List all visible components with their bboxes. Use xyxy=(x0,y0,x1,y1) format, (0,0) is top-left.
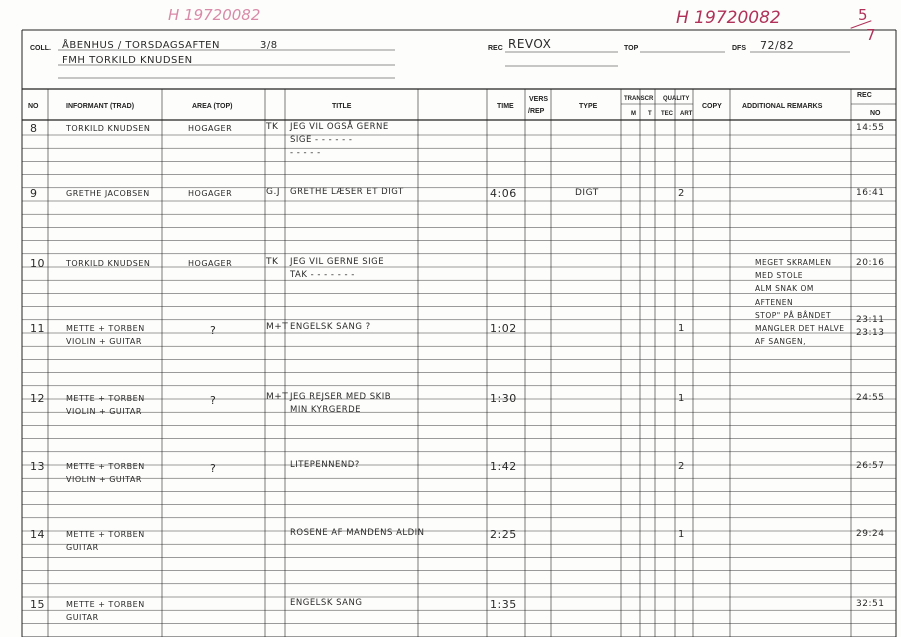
entry-initials: TK xyxy=(266,257,279,267)
entry-area: ? xyxy=(210,324,217,337)
col-rec: REC xyxy=(857,92,872,99)
entry-remark: MEGET SKRAMLEN xyxy=(755,258,832,267)
entry-initials: TK xyxy=(266,122,279,132)
coll-value-line2: FMH TORKILD KNUDSEN xyxy=(62,55,193,66)
entry-informant: GRETHE JACOBSEN xyxy=(66,189,150,198)
entry-title: JEG REJSER MED SKIB xyxy=(290,392,392,402)
entry-informant: VIOLIN + GUITAR xyxy=(66,337,142,347)
col-type: TYPE xyxy=(579,103,598,110)
col-no: NO xyxy=(28,103,39,110)
entry-title: ENGELSK SANG xyxy=(290,598,363,608)
entry-informant: TORKILD KNUDSEN xyxy=(66,124,151,133)
archive-id-right: H 19720082 xyxy=(676,8,781,28)
entry-remark: MANGLER DET HALVE xyxy=(755,324,845,333)
entry-area: ? xyxy=(210,462,217,475)
col-t: T xyxy=(648,111,652,117)
entry-rec-no: 20:16 xyxy=(856,258,885,268)
entry-remark: AF SANGEN, xyxy=(755,337,807,347)
entry-rec-no: 29:24 xyxy=(856,529,885,539)
entry-time: 1:42 xyxy=(490,460,517,473)
top-label: TOP xyxy=(624,45,639,52)
entry-rec-no: 16:41 xyxy=(856,188,885,198)
entry-initials: M+T xyxy=(266,392,289,402)
entry-informant: VIOLIN + GUITAR xyxy=(66,475,142,485)
entry-title: LITEPENNEND? xyxy=(290,460,360,470)
coll-date: 3/8 xyxy=(260,40,278,51)
entry-initials: G.J xyxy=(266,187,280,197)
entry-rec-no: 24:55 xyxy=(856,393,885,403)
coll-value-line1: ÅBENHUS / TORSDAGSAFTEN xyxy=(62,40,220,51)
rec-value: REVOX xyxy=(508,37,552,51)
entry-area: HOGAGER xyxy=(188,259,233,268)
entry-no: 13 xyxy=(30,460,45,473)
entry-title: JEG VIL OGSÅ GERNE xyxy=(290,122,389,132)
entry-informant: METTE + TORBEN xyxy=(66,324,145,333)
entry-title: TAK - - - - - - - xyxy=(290,270,355,281)
entry-time: 1:30 xyxy=(490,392,517,405)
entry-informant: METTE + TORBEN xyxy=(66,600,145,609)
dfs-label: DFS xyxy=(732,45,746,52)
entry-quality-art: 2 xyxy=(678,188,685,199)
entry-title: ROSENE AF MANDENS ALDIN xyxy=(290,528,425,538)
entry-title: SIGE - - - - - - xyxy=(290,135,353,146)
entry-quality-art: 2 xyxy=(678,461,685,472)
col-transcr: TRANSCR xyxy=(624,96,654,102)
entry-no: 12 xyxy=(30,392,45,405)
entry-area: HOGAGER xyxy=(188,124,233,133)
entry-no: 11 xyxy=(30,322,45,335)
col-m: M xyxy=(631,111,636,117)
entry-title: GRETHE LÆSER ET DIGT xyxy=(290,187,404,197)
entry-time: 4:06 xyxy=(490,187,517,200)
rec-label: REC xyxy=(488,45,503,52)
entry-rec-no: 23:11 xyxy=(856,315,885,326)
page-number: 5 xyxy=(858,6,868,24)
col-informant: INFORMANT (TRAD) xyxy=(66,103,135,110)
archive-id-left: H 19720082 xyxy=(168,6,261,24)
entry-rec-no: 32:51 xyxy=(856,599,885,609)
entry-title: MIN KYRGERDE xyxy=(290,405,362,416)
entry-remark: ALM SNAK OM xyxy=(755,284,814,294)
entry-time: 2:25 xyxy=(490,528,517,541)
entry-rec-no: 23:13 xyxy=(856,328,885,339)
coll-label: COLL. xyxy=(30,45,51,52)
entry-no: 8 xyxy=(30,122,38,135)
col-rec-no: NO xyxy=(870,110,881,117)
col-rep: /REP xyxy=(528,108,545,115)
entry-informant: METTE + TORBEN xyxy=(66,462,145,471)
entry-area: ? xyxy=(210,394,217,407)
entry-informant: TORKILD KNUDSEN xyxy=(66,259,151,268)
entry-no: 9 xyxy=(30,187,38,200)
col-copy: COPY xyxy=(702,103,722,110)
entry-informant: VIOLIN + GUITAR xyxy=(66,407,142,417)
entry-type: DIGT xyxy=(575,188,599,198)
entry-rec-no: 26:57 xyxy=(856,461,885,471)
entry-time: 1:35 xyxy=(490,598,517,611)
entry-time: 1:02 xyxy=(490,322,517,335)
entry-quality-art: 1 xyxy=(678,529,685,540)
col-title: TITLE xyxy=(332,103,352,110)
entry-informant: GUITAR xyxy=(66,543,99,553)
entry-remark: AFTENEN xyxy=(755,297,794,307)
entry-informant: METTE + TORBEN xyxy=(66,530,145,539)
entry-quality-art: 1 xyxy=(678,323,685,334)
col-area: AREA (TOP) xyxy=(192,103,233,110)
entry-quality-art: 1 xyxy=(678,393,685,404)
col-remarks: ADDITIONAL REMARKS xyxy=(742,103,823,110)
entry-remark: STOP" PÅ BÅNDET xyxy=(755,310,832,320)
entry-title: JEG VIL GERNE SIGE xyxy=(290,257,385,267)
col-vers: VERS xyxy=(529,96,549,103)
dfs-value: 72/82 xyxy=(760,39,795,52)
entry-no: 14 xyxy=(30,528,45,541)
entry-remark: MED STOLE xyxy=(755,271,804,281)
entry-no: 10 xyxy=(30,257,45,270)
entry-area: HOGAGER xyxy=(188,189,233,198)
col-time: TIME xyxy=(497,103,514,110)
entry-title: ENGELSK SANG ? xyxy=(290,322,371,332)
col-art: ART xyxy=(680,111,693,117)
col-quality: QUALITY xyxy=(663,96,690,102)
entry-title: - - - - - xyxy=(290,148,321,159)
entry-initials: M+T xyxy=(266,322,289,332)
entry-rec-no: 14:55 xyxy=(856,123,885,133)
entry-informant: METTE + TORBEN xyxy=(66,394,145,403)
entry-no: 15 xyxy=(30,598,45,611)
page-total: 7 xyxy=(866,26,876,44)
col-tec: TEC xyxy=(661,111,673,117)
entry-informant: GUITAR xyxy=(66,613,99,623)
